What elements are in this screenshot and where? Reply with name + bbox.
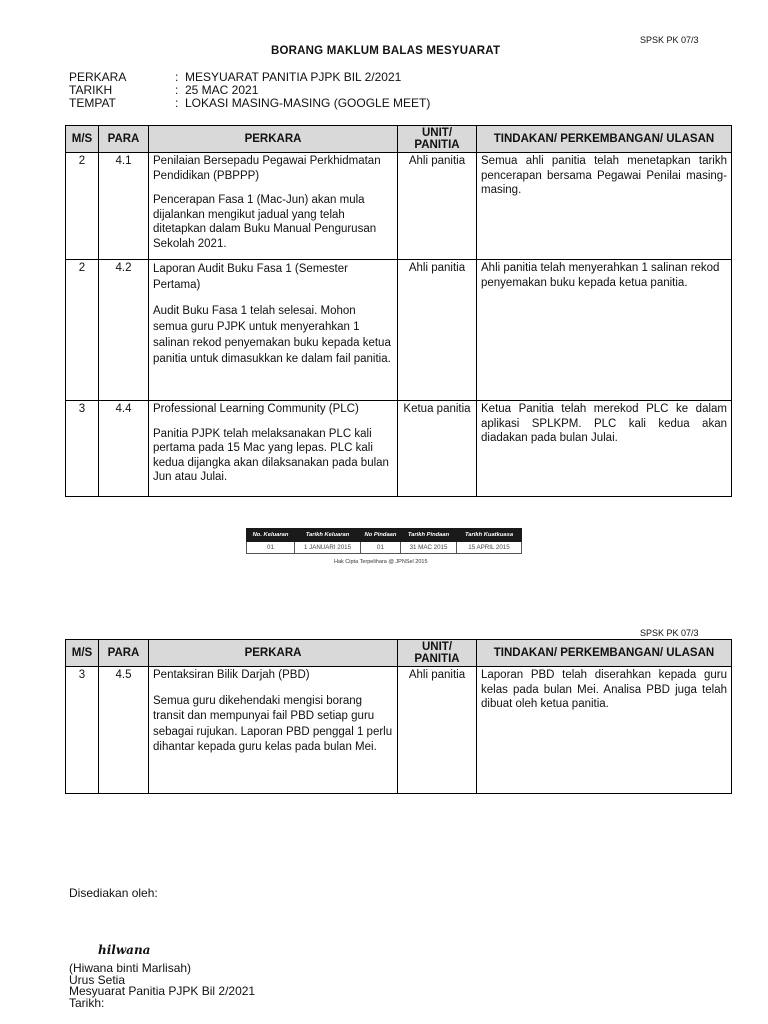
revision-value-row: [247, 542, 522, 554]
cell-ms: 3: [66, 401, 99, 497]
prepared-by-label: Disediakan oleh:: [69, 886, 158, 900]
item-detail: Audit Buku Fasa 1 telah selesai. Mohon semua guru PJPK untuk menyerahkan 1 salinan rekod penyemakan buku kepada ketua panitia untuk dimasukkan ke dalam fail panitia.: [153, 305, 391, 365]
header-tindakan: TINDAKAN/ PERKEMBANGAN/ ULASAN: [477, 126, 732, 153]
table-row: [66, 667, 732, 794]
cell-ms: 2: [66, 153, 99, 260]
meta-colon: :: [175, 70, 179, 84]
cell-tindakan: Laporan PBD telah diserahkan kepada guru kelas pada bulan Mei. Analisa PBD juga telah dibuat oleh ketua panitia.: [477, 667, 732, 794]
cell-perkara: [149, 153, 398, 260]
revision-value: 31 MAC 2015: [401, 542, 457, 554]
meta-label: TEMPAT: [69, 96, 116, 110]
cell-para: 4.1: [99, 153, 149, 260]
cell-perkara: [149, 260, 398, 401]
signatory-role: Urus Setia: [69, 972, 126, 987]
header-perkara: PERKARA: [149, 126, 398, 153]
document-title: BORANG MAKLUM BALAS MESYUARAT: [271, 45, 501, 57]
meta-colon: :: [175, 96, 179, 110]
cell-ms: 3: [66, 667, 99, 794]
minutes-table-page2: [65, 639, 732, 794]
meta-label: TARIKH: [69, 83, 113, 97]
cell-unit: Ahli panitia: [398, 153, 477, 260]
header-unit: [398, 126, 477, 153]
meeting-meta: [69, 71, 489, 113]
header-ms: M/S: [66, 126, 99, 153]
signatory-date-label: Tarikh:: [69, 995, 105, 1010]
signature: hilwana: [98, 943, 151, 957]
cell-para: 4.2: [99, 260, 149, 401]
header-para: PARA: [99, 640, 149, 667]
form-reference: SPSK PK 07/3: [640, 35, 699, 45]
header-ms: M/S: [66, 640, 99, 667]
header-unit-line1: UNIT/: [421, 641, 453, 653]
item-title: Pentaksiran Bilik Darjah (PBD): [153, 669, 310, 681]
revision-header-row: [247, 529, 522, 542]
header-para: PARA: [99, 126, 149, 153]
header-unit: [398, 640, 477, 667]
signatory-block: [69, 963, 255, 1009]
revision-header: Tarikh Keluaran: [295, 529, 361, 542]
cell-unit: Ahli panitia: [398, 667, 477, 794]
cell-perkara: [149, 667, 398, 794]
meta-label: PERKARA: [69, 70, 127, 84]
cell-unit: Ketua panitia: [398, 401, 477, 497]
item-detail: Pencerapan Fasa 1 (Mac-Jun) akan mula dijalankan mengikut jadual yang telah ditetapkan dalam Buku Manual Pengurusan Sekolah 2021.: [153, 194, 377, 250]
table-row: [66, 153, 732, 260]
table-row: [66, 401, 732, 497]
signatory-meeting: Mesyuarat Panitia PJPK Bil 2/2021: [69, 984, 256, 998]
revision-value: 15 APRIL 2015: [457, 542, 522, 554]
revision-value: 01: [361, 542, 401, 554]
revision-header: Tarikh Kuatkuasa: [457, 529, 522, 542]
header-unit-line2: PANITIA: [414, 653, 460, 665]
form-reference-page2: SPSK PK 07/3: [640, 628, 699, 638]
meta-value: LOKASI MASING-MASING (GOOGLE MEET): [185, 96, 431, 110]
cell-unit: Ahli panitia: [398, 260, 477, 401]
revision-table: [246, 528, 522, 554]
cell-para: 4.5: [99, 667, 149, 794]
item-title: Laporan Audit Buku Fasa 1 (Semester Pertama): [153, 263, 348, 291]
header-perkara: PERKARA: [149, 640, 398, 667]
table-header-row: [66, 126, 732, 153]
cell-para: 4.4: [99, 401, 149, 497]
header-unit-line1: UNIT/: [421, 127, 453, 139]
table-row: [66, 260, 732, 401]
header-unit-line2: PANITIA: [414, 139, 460, 151]
meta-value: MESYUARAT PANITIA PJPK BIL 2/2021: [185, 70, 402, 84]
cell-perkara: [149, 401, 398, 497]
cell-tindakan: Semua ahli panitia telah menetapkan tarikh pencerapan bersama Pegawai Penilai masing-masing.: [477, 153, 732, 260]
item-title: Penilaian Bersepadu Pegawai Perkhidmatan Pendidikan (PBPPP): [153, 155, 381, 182]
revision-header: No Pindaan: [361, 529, 401, 542]
table-header-row: [66, 640, 732, 667]
revision-header: No. Keluaran: [247, 529, 295, 542]
meta-value: 25 MAC 2021: [185, 83, 259, 97]
header-tindakan: TINDAKAN/ PERKEMBANGAN/ ULASAN: [477, 640, 732, 667]
minutes-table: [65, 125, 732, 497]
cell-tindakan: Ketua Panitia telah merekod PLC ke dalam aplikasi SPLKPM. PLC kali kedua akan diadakan pada bulan Julai.: [477, 401, 732, 497]
cell-tindakan: Ahli panitia telah menyerahkan 1 salinan rekod penyemakan buku kepada ketua panitia.: [477, 260, 732, 401]
signatory-name: (Hiwana binti Marlisah): [69, 961, 192, 975]
revision-value: 01: [247, 542, 295, 554]
item-detail: Semua guru dikehendaki mengisi borang transit dan mempunyai fail PBD setiap guru sebagai rujukan. Laporan PBD penggal 1 perlu dihantar kepada guru kelas pada bulan Mei.: [153, 694, 393, 753]
cell-ms: 2: [66, 260, 99, 401]
revision-header: Tarikh Pindaan: [401, 529, 457, 542]
item-detail: Panitia PJPK telah melaksanakan PLC kali pertama pada 15 Mac yang lepas. PLC kali kedua dijangka akan dilaksanakan pada bulan Jun atau Julai.: [153, 427, 389, 483]
revision-value: 1 JANUARI 2015: [295, 542, 361, 554]
meta-colon: :: [175, 83, 179, 97]
item-title: Professional Learning Community (PLC): [153, 403, 359, 415]
copyright-notice: Hak Cipta Terpelihara @ JPNSel 2015: [334, 559, 428, 565]
